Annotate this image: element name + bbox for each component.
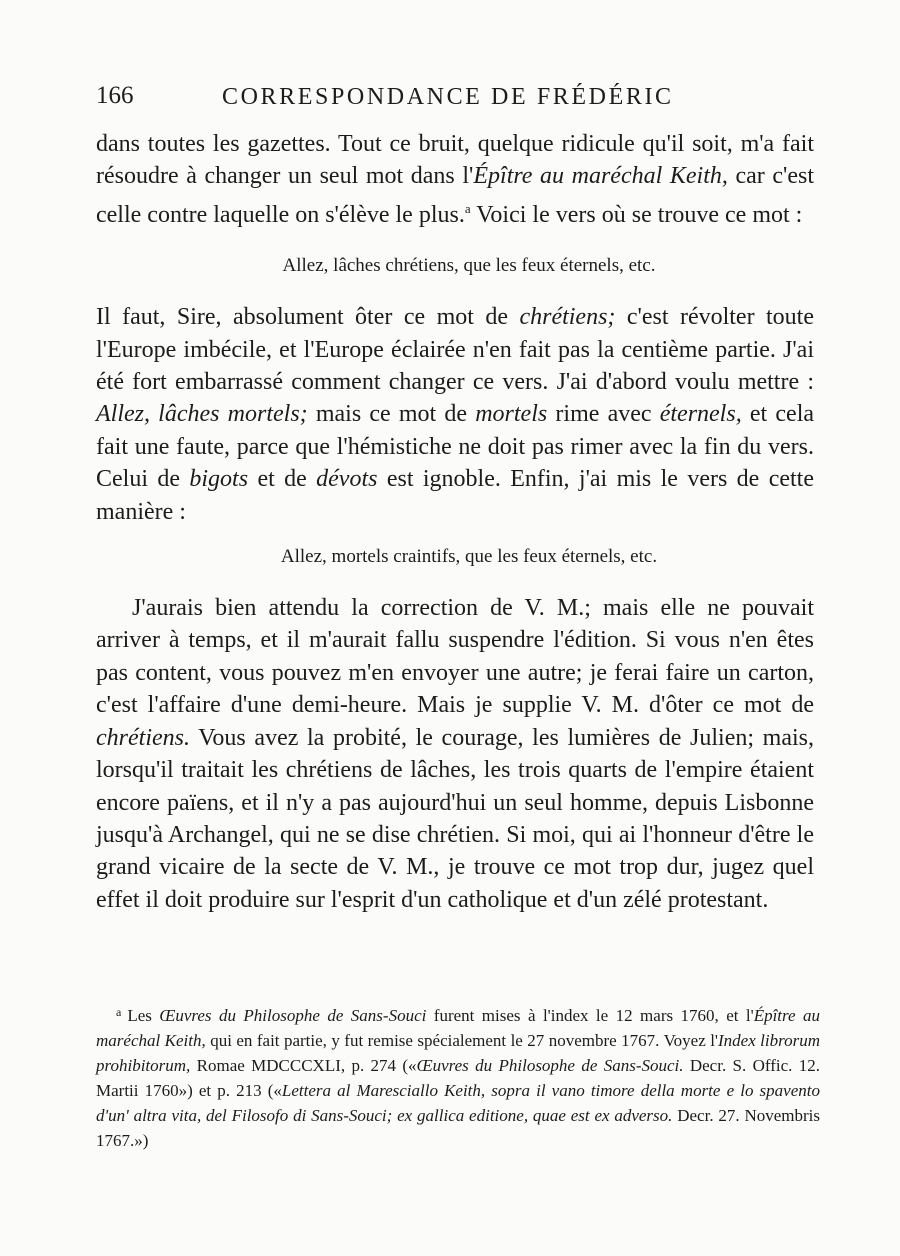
letter-body (96, 128, 814, 916)
text-run: qui en fait partie, y fut remise spécialement le 27 novembre 1767. Voyez l' (205, 1031, 718, 1050)
quoted-verse-2: Allez, mortels craintifs, que les feux éternels, etc. (280, 546, 658, 568)
italic-title: Lettera al Maresciallo Keith, sopra il vano timore della morte e lo spavento d'un' altra vita, del Filosofo di Sans-Souci; ex gallica editione, quae est ex adverso. (96, 1081, 820, 1125)
italic-word: mortels (475, 401, 548, 428)
text-run: Romae MDCCCXLI, p. 274 (« (190, 1056, 417, 1075)
page-number: 166 (96, 82, 134, 109)
page-header-title: CORRESPONDANCE DE FRÉDÉRIC (222, 84, 674, 110)
text-run: c'est révolter toute l'Europe imbécile, et l'Europe éclairée n'en fait pas la centième partie. J'ai été fort embarrassé comment changer ce vers. J'ai d'abord voulu mettre : (96, 304, 815, 396)
text-run: rime avec (547, 401, 660, 428)
text-run: et de (248, 466, 317, 493)
italic-title: Épître au maréchal Keith, (473, 163, 728, 190)
text-run: et cela fait une faute, parce que l'hémistiche ne doit pas rimer avec la fin du vers. Celui de (96, 401, 815, 493)
italic-title: Œuvres du Philosophe de Sans-Souci (159, 1006, 427, 1025)
text-run: Decr. 27. Novembris 1767.») (96, 1106, 820, 1150)
italic-word: chrétiens; (519, 304, 616, 331)
italic-title: Œuvres du Philosophe de Sans-Souci. (416, 1056, 684, 1075)
paragraph-1 (96, 128, 814, 231)
footnote-mark: a (116, 1005, 122, 1019)
text-run: Il faut, Sire, absolument ôter ce mot de (96, 304, 520, 331)
italic-word: éternels, (659, 401, 742, 428)
text-run: J'aurais bien attendu la correction de V. M.; mais elle ne pouvait arriver à temps, et il m'aurait fallu suspendre l'édition. Si vous n'en êtes pas content, vous pouvez m'en envoyer une autre; je ferai faire un carton, c'est l'affaire d'une demi-heure. Mais je supplie V. M. d'ôter ce mot de (96, 595, 814, 719)
text-run: mais ce mot de (307, 401, 476, 428)
italic-word: Allez, lâches mortels; (96, 401, 308, 428)
text-run: furent mises à l'index le 12 mars 1760, et l' (426, 1006, 754, 1025)
text-run: Vous avez la probité, le courage, les lumières de Julien; mais, lorsqu'il traitait les chrétiens de lâches, les trois quarts de l'empire étaient encore païens, et il n'y a pas aujourd'hui un seul homme, depuis Lisbonne jusqu'à Archangel, qui ne se dise chrétien. Si moi, qui ai l'honneur d'être le grand vicaire de la secte de V. M., je trouve ce mot trop dur, jugez quel effet il doit produire sur l'esprit d'un catholique et d'un zélé protestant. (96, 724, 814, 913)
text-run: car c'est celle contre laquelle on s'élève le plus. (96, 163, 814, 228)
text-run: Decr. S. Offic. 12. Martii 1760») et p. 213 (« (96, 1056, 820, 1100)
italic-word: bigots (189, 466, 249, 493)
text-run: Voici le vers où se trouve ce mot : (470, 201, 803, 228)
footnote (96, 1000, 820, 1153)
italic-title: Épître au maréchal Keith, (96, 1006, 820, 1050)
text-run: Les (127, 1006, 160, 1025)
italic-title: Index librorum prohibitorum, (96, 1031, 821, 1075)
text-run: dans toutes les gazettes. Tout ce bruit, quelque ridicule qu'il soit, m'a fait résoudre à changer un seul mot dans l' (96, 131, 814, 190)
italic-word: chrétiens. (96, 724, 190, 751)
text-run: est ignoble. Enfin, j'ai mis le vers de cette manière : (96, 466, 814, 525)
quoted-verse-1: Allez, lâches chrétiens, que les feux éternels, etc. (282, 255, 656, 277)
footnote-reference: a (464, 200, 471, 216)
italic-word: dévots (316, 466, 378, 493)
running-head (96, 82, 812, 116)
paragraph-2 (96, 301, 814, 528)
paragraph-3 (96, 592, 814, 916)
